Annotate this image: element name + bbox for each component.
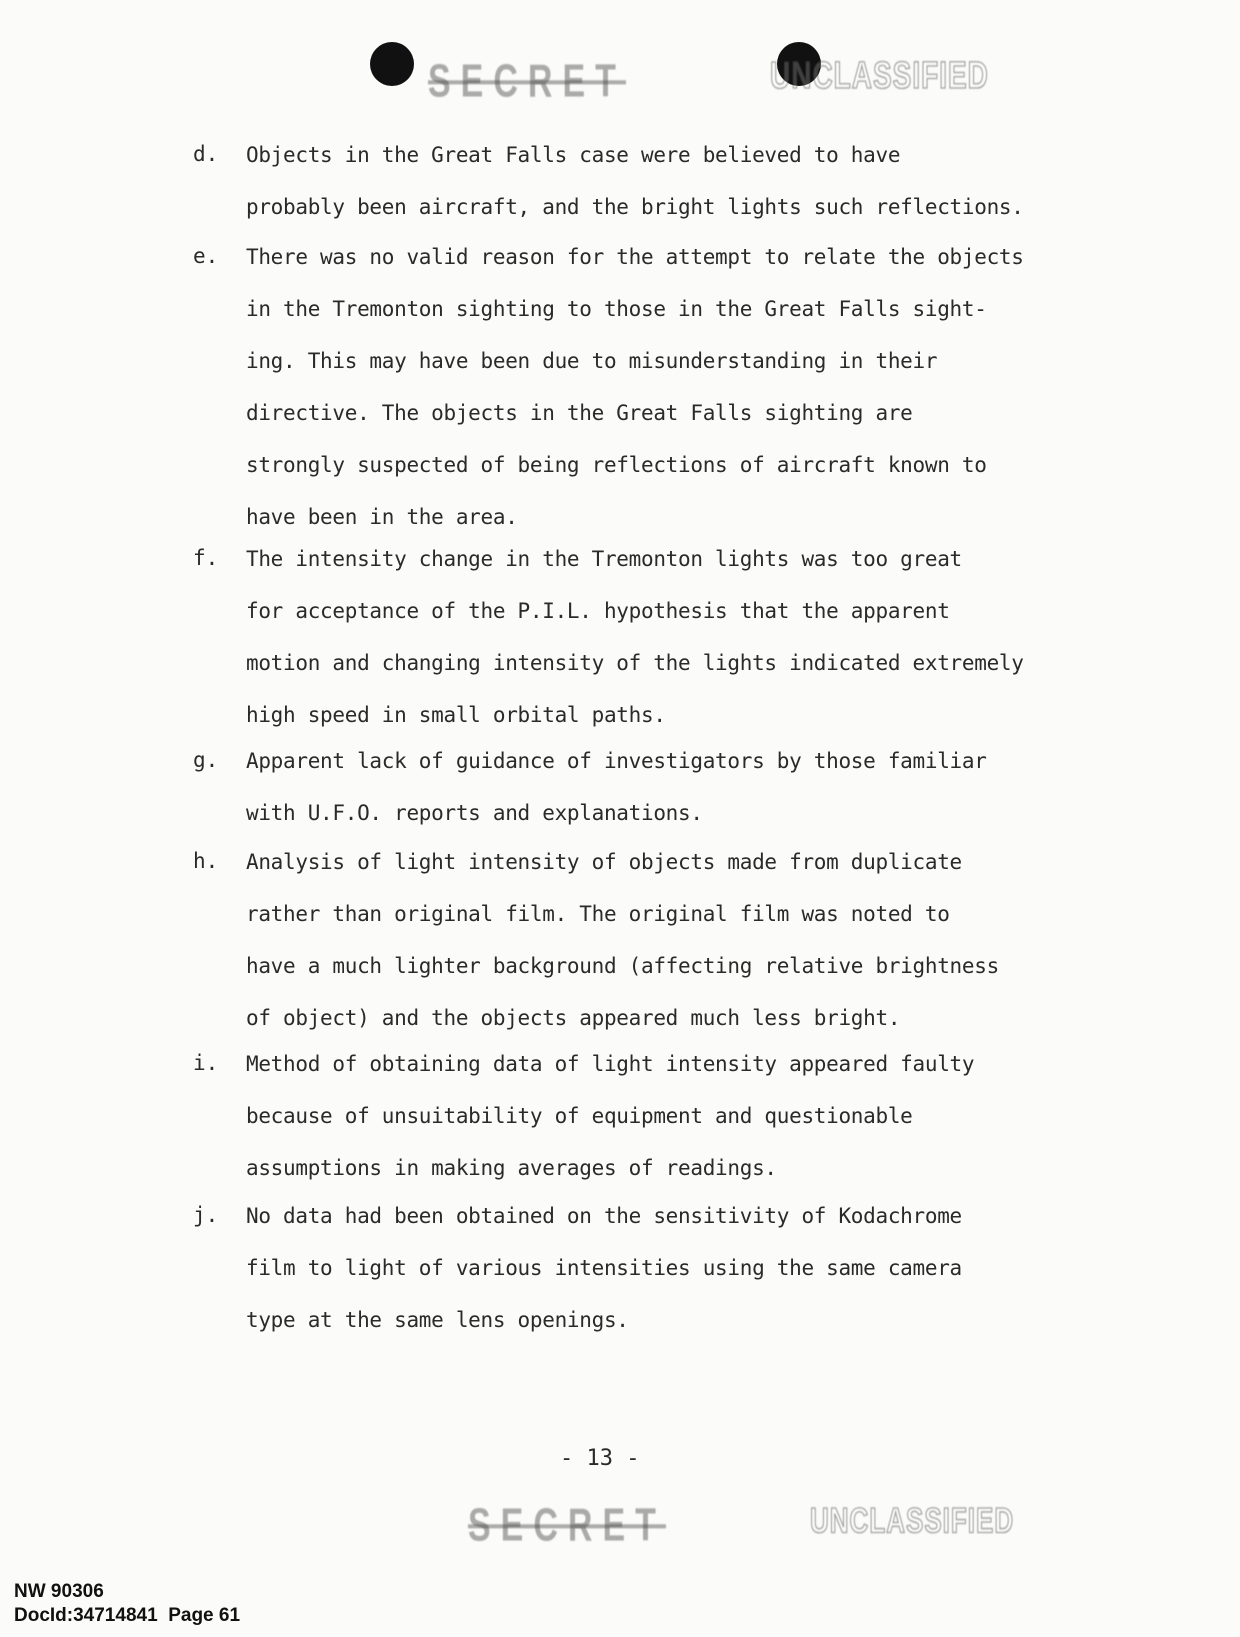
item-letter: j. — [193, 1203, 219, 1227]
text-line: have a much lighter background (affecting relative brightness — [246, 954, 999, 978]
text-line: motion and changing intensity of the lights indicated extremely — [246, 651, 1024, 675]
text-line: ing. This may have been due to misunderstanding in their — [246, 349, 938, 373]
page-number: - 13 - — [560, 1446, 640, 1471]
punch-hole-left — [370, 42, 414, 86]
text-line: Analysis of light intensity of objects made from duplicate — [246, 850, 962, 874]
text-line: probably been aircraft, and the bright lights such reflections. — [246, 195, 1024, 219]
text-line: assumptions in making averages of readings. — [246, 1156, 777, 1180]
unclassified-stamp-bottom: UNCLASSIFIED — [810, 1500, 1015, 1541]
text-line: type at the same lens openings. — [246, 1308, 629, 1332]
text-line: with U.F.O. reports and explanations. — [246, 801, 703, 825]
secret-stamp-top: SECRET — [428, 56, 626, 108]
text-line: No data had been obtained on the sensitivity of Kodachrome — [246, 1204, 962, 1228]
item-letter: f. — [193, 546, 219, 570]
text-line: film to light of various intensities using the same camera — [246, 1256, 962, 1280]
item-letter: i. — [193, 1051, 219, 1075]
text-line: Apparent lack of guidance of investigators by those familiar — [246, 749, 987, 773]
text-line: strongly suspected of being reflections of aircraft known to — [246, 453, 987, 477]
doc-id: DocId:34714841 Page 61 — [14, 1605, 241, 1626]
text-line: The intensity change in the Tremonton lights was too great — [246, 547, 962, 571]
document-footer — [14, 1580, 240, 1628]
text-line: rather than original film. The original film was noted to — [246, 902, 950, 926]
item-letter: g. — [193, 748, 219, 772]
text-line: in the Tremonton sighting to those in the Great Falls sight- — [246, 297, 987, 321]
item-letter: h. — [193, 849, 219, 873]
text-line: have been in the area. — [246, 505, 518, 529]
secret-stamp-bottom: SECRET — [468, 1500, 666, 1552]
text-line: high speed in small orbital paths. — [246, 703, 666, 727]
unclassified-stamp-top: UNCLASSIFIED — [770, 54, 989, 96]
text-line: directive. The objects in the Great Falls sighting are — [246, 401, 913, 425]
text-line: Method of obtaining data of light intensity appeared faulty — [246, 1052, 975, 1076]
text-line: of object) and the objects appeared much less bright. — [246, 1006, 901, 1030]
text-line: because of unsuitability of equipment and questionable — [246, 1104, 913, 1128]
nw-number: NW 90306 — [14, 1581, 104, 1602]
text-line: for acceptance of the P.I.L. hypothesis that the apparent — [246, 599, 950, 623]
item-letter: d. — [193, 142, 219, 166]
text-line: There was no valid reason for the attempt to relate the objects — [246, 245, 1024, 269]
text-line: Objects in the Great Falls case were believed to have — [246, 143, 901, 167]
item-letter: e. — [193, 244, 219, 268]
